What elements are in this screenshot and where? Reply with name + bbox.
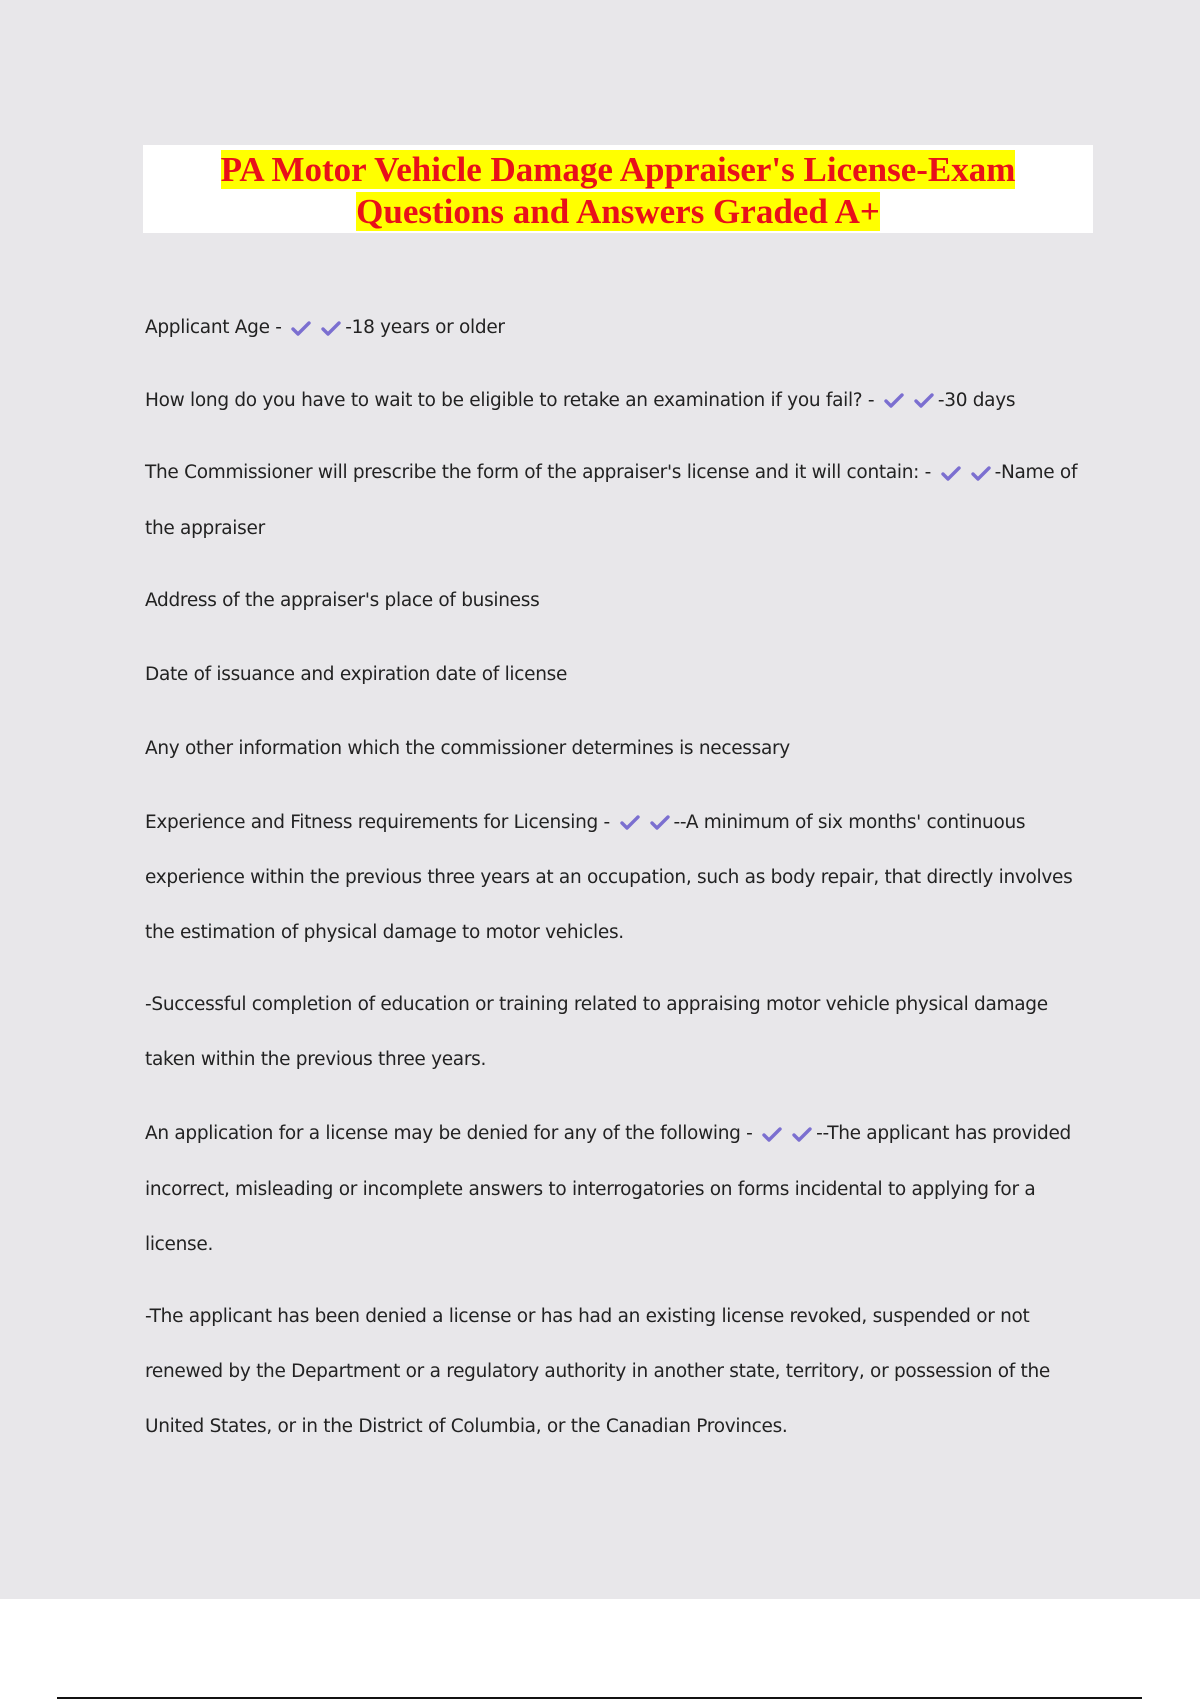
double-check-icon [762,1107,814,1162]
double-check-icon [884,373,936,428]
answer-text: -18 years or older [345,317,505,338]
list-item: -The applicant has been denied a license or has had an existing license revoked, suspended or not renewed by the Department or a regulatory authority in another state, territory, or possession of the United States, or in the District of Columbia, or the Canadian Provinces. [145,1305,1050,1437]
question-text: How long do you have to wait to be eligible to retake an examination if you fail? - [145,389,880,411]
qa-item [145,1106,1090,1272]
qa-item [145,795,1090,961]
list-item: -Successful completion of education or training related to appraising motor vehicle physical damage taken within the previous three years. [145,994,1048,1070]
double-check-icon [941,446,993,501]
document-title-line-2: Questions and Answers Graded A+ [356,192,880,231]
list-item: Date of issuance and expiration date of license [145,663,568,685]
list-item: Any other information which the commissioner determines is necessary [145,737,790,759]
question-text: An application for a license may be denied for any of the following - [145,1123,759,1144]
question-text: Experience and Fitness requirements for Licensing - [145,811,616,833]
title-banner [143,145,1093,233]
double-check-icon [620,795,672,850]
footer-divider [57,1697,1142,1699]
question-text: Applicant Age - [145,317,288,338]
list-item: Address of the appraiser's place of business [145,589,540,611]
document-title-line-1: PA Motor Vehicle Damage Appraiser's License-Exam [220,150,1016,189]
answer-text: -Name of the appraiser [145,462,1078,539]
answer-text: --A minimum of six months' continuous experience within the previous three years at an occupation, such as body repair, that directly involves the estimation of physical damage to motor vehicles. [145,811,1073,943]
qa-item [145,445,1090,556]
question-text: The Commissioner will prescribe the form of the appraiser's license and it will contain: - [145,462,937,483]
double-check-icon [291,301,343,356]
answer-text: -30 days [937,389,1016,411]
qa-item [145,373,1090,429]
qa-content [145,300,1090,1473]
qa-item [145,300,1090,356]
answer-text: --The applicant has provided incorrect, misleading or incomplete answers to interrogatories on forms incidental to applying for a license. [145,1123,1071,1255]
